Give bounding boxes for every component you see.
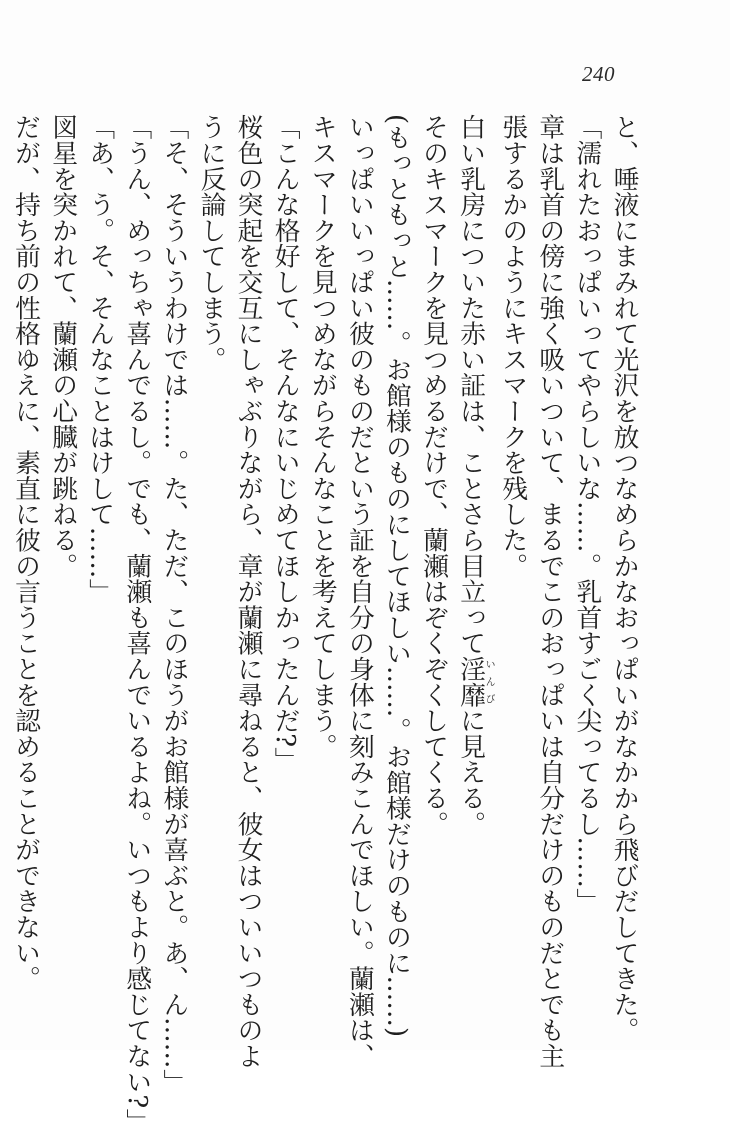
ruby-reading: いんび bbox=[483, 655, 495, 708]
text-line-16: 図星を突かれて、蘭瀬の心臓が跳ねる。 bbox=[47, 114, 78, 579]
ruby-base: 淫靡 bbox=[455, 655, 486, 708]
ruby-word bbox=[455, 655, 495, 708]
text-line-9: キスマークを見つめながらそんなことを考えてしまう。 bbox=[307, 114, 338, 759]
text-line-2: 「濡れたおっぱいってやらしいな……。乳首すごく尖ってるし……」 bbox=[571, 114, 602, 914]
text-line-3: 章は乳首の傍に強く吸いついて、まるでこのおっぱいは自分だけのものだとでも主 bbox=[534, 114, 565, 1069]
text-line-5-tail: に見える。 bbox=[455, 707, 486, 837]
text-line-5 bbox=[452, 114, 494, 944]
text-line-6: そのキスマークを見つめるだけで、蘭瀬はぞくぞくしてくる。 bbox=[418, 114, 449, 837]
text-line-8: いっぱいいっぱい彼のものだという証を自分の身体に刻みこんでほしい。蘭瀬は、 bbox=[344, 114, 375, 1069]
text-line-7: (もっともっと……。お館様のものにしてほしい……。お館様だけのものに……) bbox=[381, 114, 412, 1038]
page-number: 240 bbox=[582, 62, 615, 86]
body-text bbox=[6, 114, 642, 1134]
text-line-11: 桜色の突起を交互にしゃぶりながら、章が蘭瀬に尋ねると、彼女はついいつものよ bbox=[233, 114, 264, 1069]
text-line-12: うに反論してしまう。 bbox=[195, 114, 226, 372]
text-line-10: 「こんな格好して、そんなにいじめてほしかったんだ?」 bbox=[270, 114, 301, 773]
text-line-1: と、唾液にまみれて光沢を放つなめらかなおっぱいがなかから飛びだしてきた。 bbox=[609, 114, 639, 1043]
text-line-13: 「そ、そういうわけでは……。た、ただ、このほうがお館様が喜ぶと。あ、ん……」 bbox=[158, 114, 189, 1095]
text-line-14: 「うん、めっちゃ喜んでるし。でも、蘭瀬も喜んでいるよね。いつもより感じてない?」 bbox=[121, 114, 152, 1134]
text-line-5-lead: 白い乳房についた赤い証は、ことさら目立って bbox=[455, 114, 486, 656]
text-line-15: 「あ、う。そ、そんなことはけして……」 bbox=[84, 114, 115, 605]
text-line-4: 張するかのようにキスマークを残した。 bbox=[497, 114, 528, 579]
text-line-17: だが、持ち前の性格ゆえに、素直に彼の言うことを認めることができない。 bbox=[10, 114, 41, 992]
